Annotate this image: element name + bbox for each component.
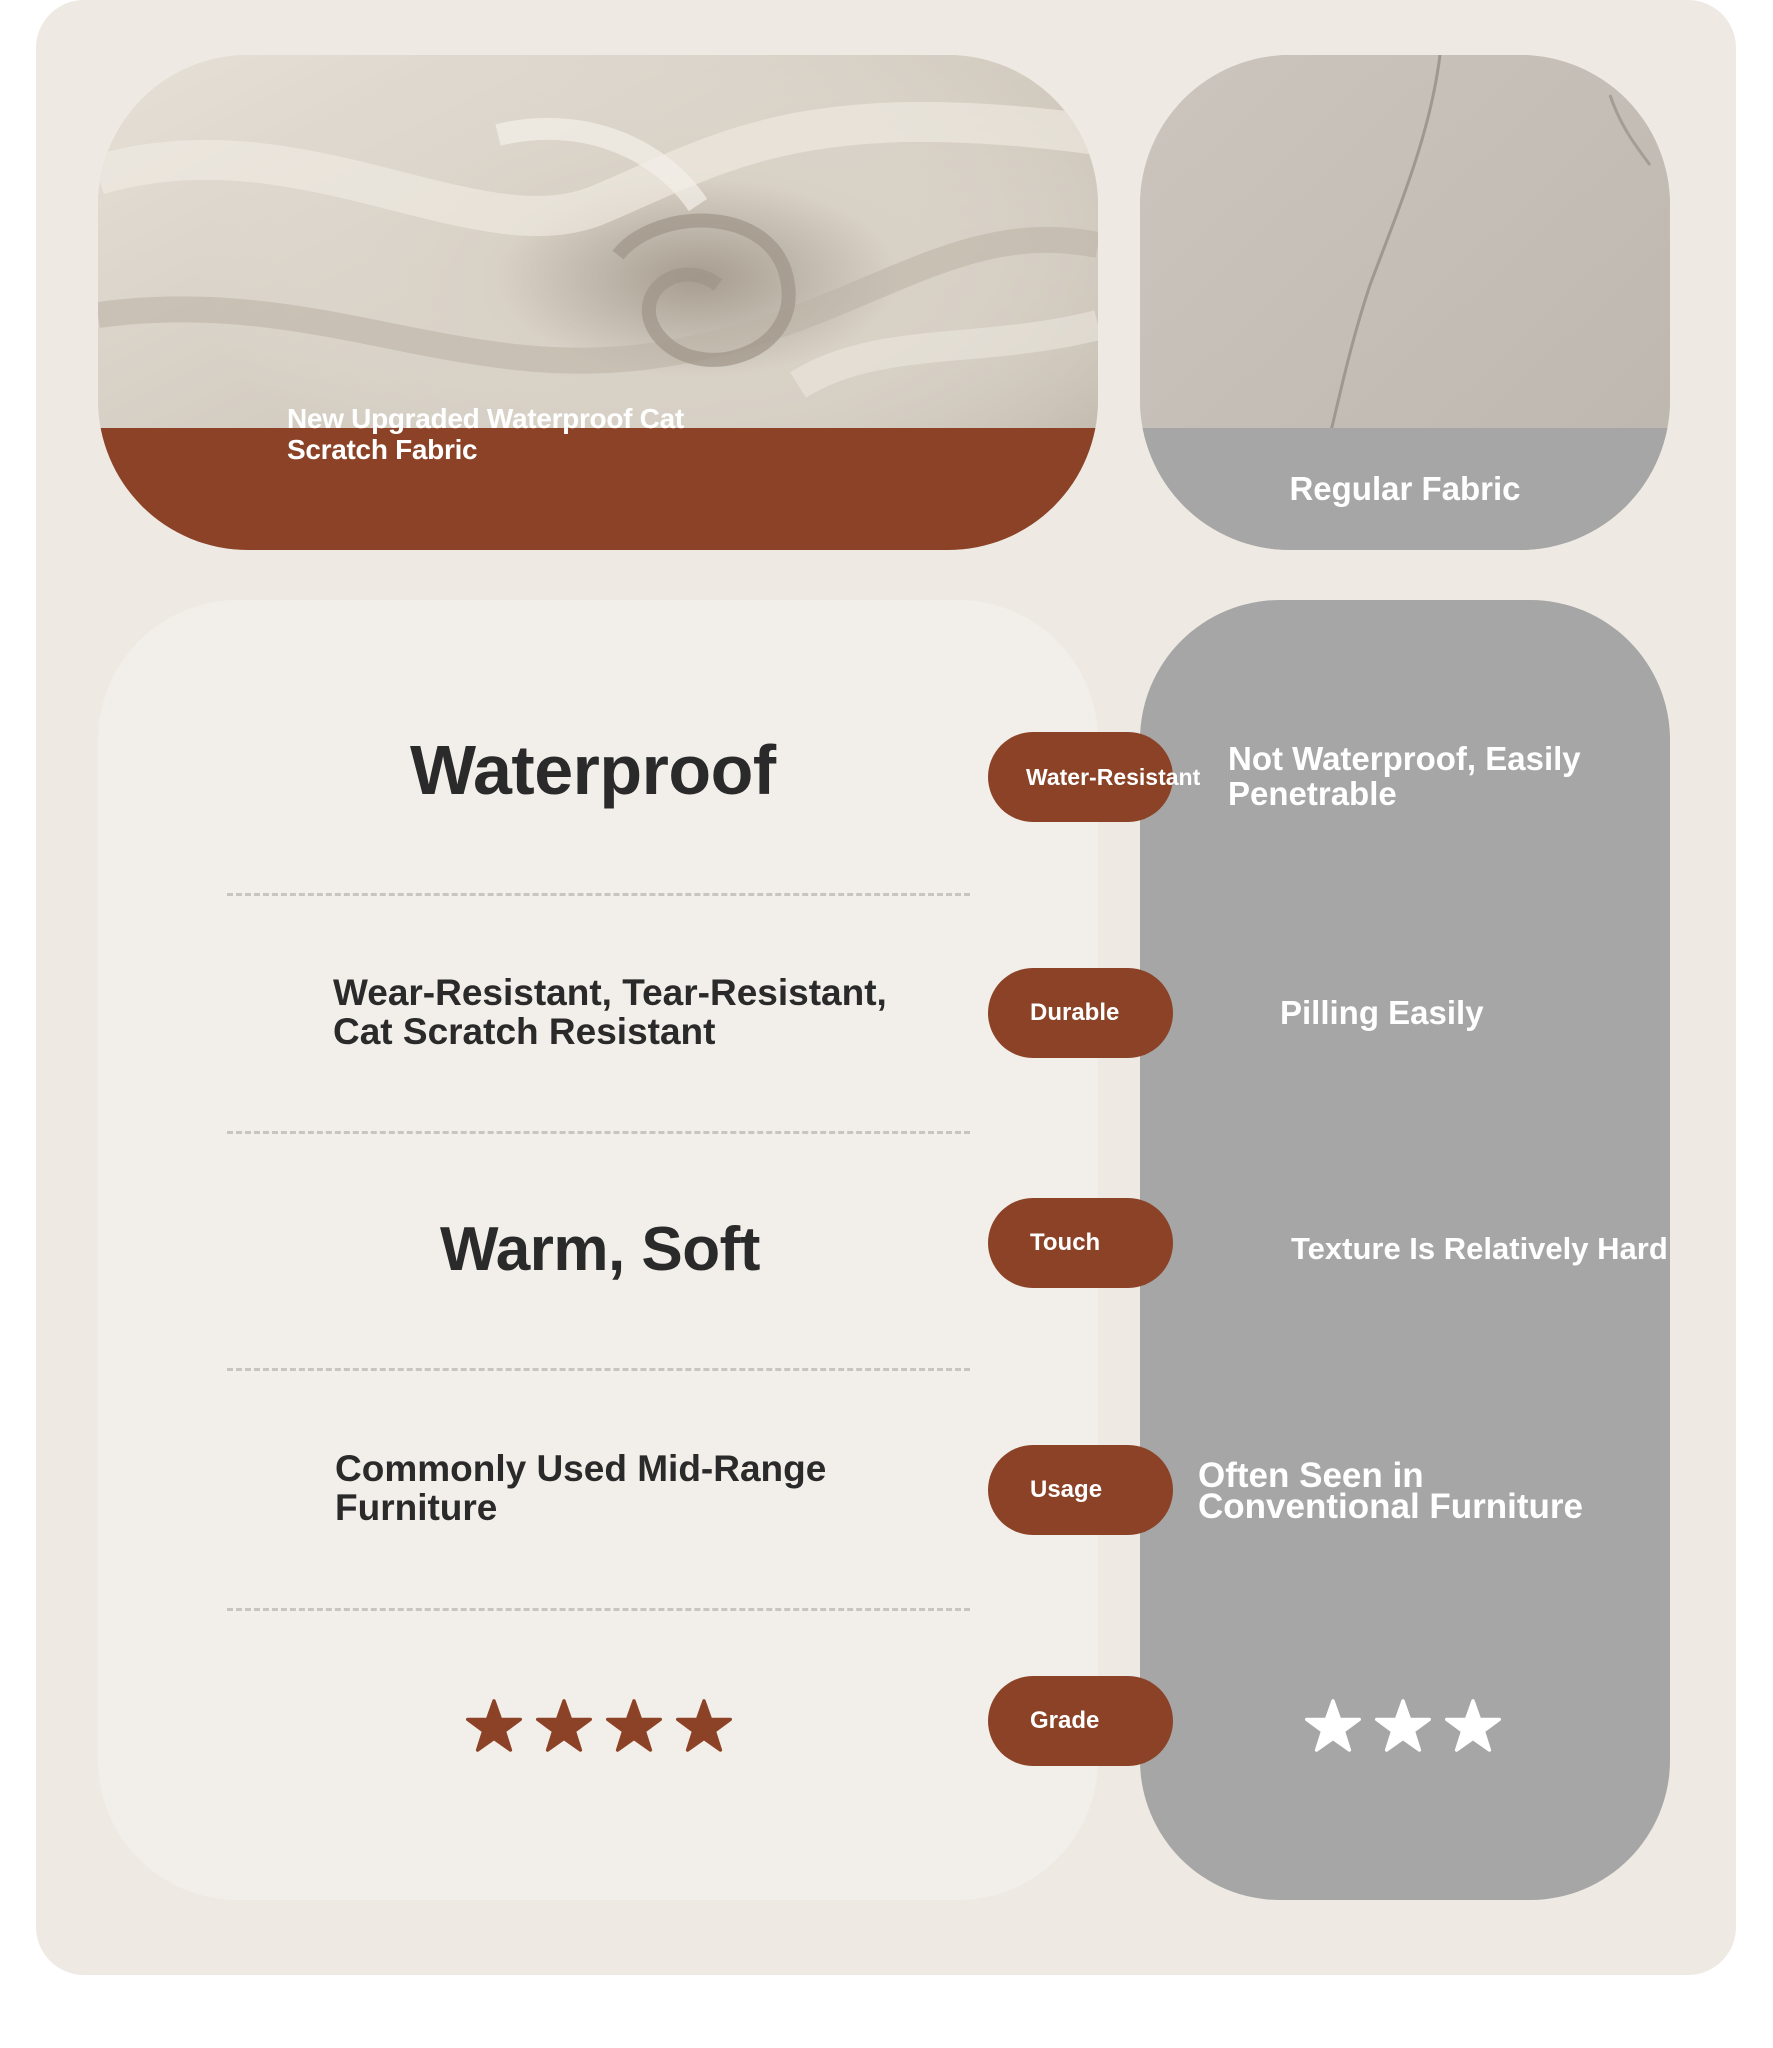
regular-fabric-touch-text: Texture Is Relatively Hard <box>1291 1231 1668 1266</box>
regular-fabric-usage-text: Often Seen in Conventional Furniture <box>1198 1456 1583 1526</box>
star-icon <box>1305 1698 1361 1754</box>
star-icon <box>676 1698 732 1754</box>
new-fabric-touch-text: Warm, Soft <box>440 1215 760 1284</box>
row-label-grade: Grade <box>988 1676 1173 1766</box>
regular-fabric-waterproof-text: Not Waterproof, Easily Penetrable <box>1228 740 1581 812</box>
row-label-usage: Usage <box>988 1445 1173 1535</box>
row-label-durable: Durable <box>988 968 1173 1058</box>
star-icon <box>466 1698 522 1754</box>
row-divider <box>227 1368 970 1371</box>
row-label-touch: Touch <box>988 1198 1173 1288</box>
regular-fabric-caption: Regular Fabric <box>1289 470 1521 507</box>
row-divider <box>227 1131 970 1134</box>
star-icon <box>606 1698 662 1754</box>
new-fabric-durable-text: Wear-Resistant, Tear-Resistant, Cat Scratch Resistant <box>333 972 887 1052</box>
new-fabric-caption: New Upgraded Waterproof Cat Scratch Fabric <box>287 403 684 465</box>
regular-fabric-durable-text: Pilling Easily <box>1280 994 1484 1031</box>
star-icon <box>1375 1698 1431 1754</box>
row-divider <box>227 1608 970 1611</box>
new-fabric-usage-text: Commonly Used Mid-Range Furniture <box>335 1448 827 1528</box>
new-fabric-grade-stars <box>466 1698 732 1754</box>
row-label-water-resistant: Water-Resistant <box>988 732 1173 822</box>
regular-fabric-grade-stars <box>1305 1698 1501 1754</box>
new-fabric-waterproof-text: Waterproof <box>410 731 776 809</box>
new-fabric-photo-panel <box>98 55 1098 550</box>
star-icon <box>536 1698 592 1754</box>
row-divider <box>227 893 970 896</box>
star-icon <box>1445 1698 1501 1754</box>
